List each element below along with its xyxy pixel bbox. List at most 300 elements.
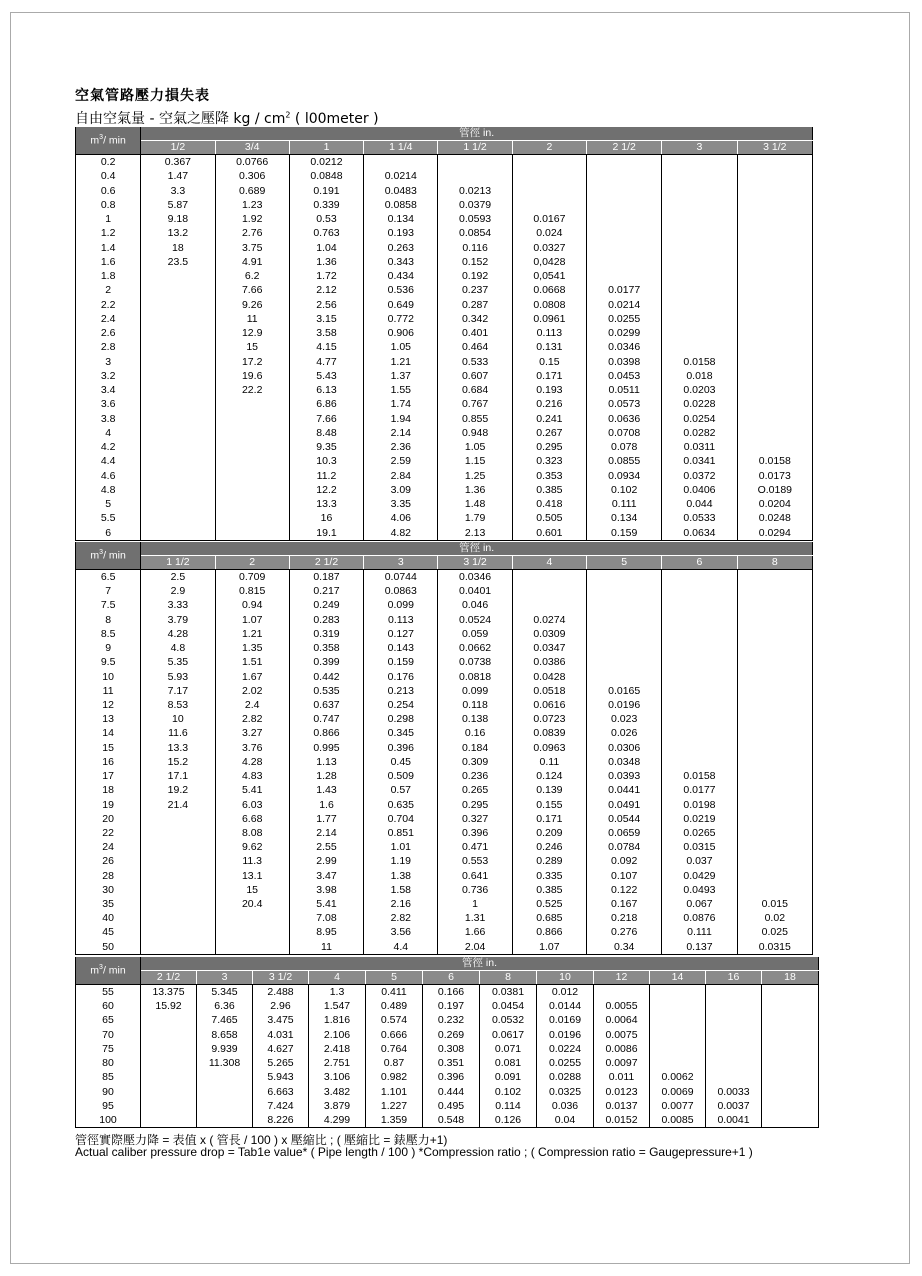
flow-cell: 4.6 bbox=[76, 469, 141, 483]
pressure-loss-table-2 bbox=[75, 542, 813, 955]
table-body bbox=[76, 155, 813, 541]
value-cell: 0.295 bbox=[512, 440, 586, 454]
value-cell: 0.464 bbox=[438, 340, 512, 354]
value-cell bbox=[737, 155, 812, 170]
value-cell: 1.23 bbox=[215, 198, 289, 212]
value-cell: 0.0169 bbox=[537, 1013, 594, 1027]
value-cell: 0.04 bbox=[537, 1113, 594, 1128]
value-cell: 0.396 bbox=[423, 1070, 480, 1084]
value-cell: 2.82 bbox=[215, 712, 289, 726]
flow-cell: 4.4 bbox=[76, 454, 141, 468]
value-cell bbox=[141, 883, 215, 897]
value-cell: 1.04 bbox=[289, 241, 363, 255]
value-cell: 0.641 bbox=[438, 869, 512, 883]
value-cell: 0.343 bbox=[364, 255, 438, 269]
value-cell: 0.0518 bbox=[512, 684, 586, 698]
value-cell: 0.025 bbox=[737, 925, 812, 939]
value-cell: 1.58 bbox=[364, 883, 438, 897]
value-cell: 0.866 bbox=[512, 925, 586, 939]
value-cell: 0.489 bbox=[366, 999, 423, 1013]
value-cell: 11.2 bbox=[289, 469, 363, 483]
value-cell: 0.209 bbox=[512, 826, 586, 840]
value-cell: 0.139 bbox=[512, 783, 586, 797]
value-cell bbox=[737, 312, 812, 326]
value-cell bbox=[737, 383, 812, 397]
flow-cell: 50 bbox=[76, 940, 141, 955]
value-cell: 9.18 bbox=[141, 212, 215, 226]
value-cell: 0.45 bbox=[364, 755, 438, 769]
value-cell: 0.15 bbox=[512, 355, 586, 369]
flow-cell: 9.5 bbox=[76, 655, 141, 669]
value-cell: 0.0346 bbox=[587, 340, 662, 354]
value-cell bbox=[587, 155, 662, 170]
value-cell: 2.76 bbox=[215, 226, 289, 240]
value-cell bbox=[197, 1070, 253, 1084]
pressure-loss-table-1 bbox=[75, 127, 813, 541]
value-cell bbox=[662, 340, 737, 354]
value-cell: 0.0617 bbox=[480, 1028, 537, 1042]
value-cell: 1 bbox=[438, 897, 512, 911]
value-cell: 0.0401 bbox=[438, 584, 512, 598]
size-header: 3 1/2 bbox=[737, 141, 812, 155]
size-header: 18 bbox=[762, 971, 819, 985]
value-cell: 0.015 bbox=[737, 897, 812, 911]
value-cell: 1.05 bbox=[438, 440, 512, 454]
value-cell: 0.138 bbox=[438, 712, 512, 726]
value-cell: 0.122 bbox=[587, 883, 662, 897]
value-cell bbox=[512, 598, 586, 612]
value-cell bbox=[141, 483, 215, 497]
size-header: 12 bbox=[594, 971, 650, 985]
value-cell bbox=[438, 169, 512, 183]
value-cell: 0.0224 bbox=[537, 1042, 594, 1056]
value-cell: 0.0064 bbox=[594, 1013, 650, 1027]
value-cell: 19.6 bbox=[215, 369, 289, 383]
value-cell: 0.0744 bbox=[364, 570, 438, 585]
value-cell: 0.124 bbox=[512, 769, 586, 783]
value-cell: 0.0177 bbox=[587, 283, 662, 297]
value-cell bbox=[141, 511, 215, 525]
value-cell: 5.93 bbox=[141, 670, 215, 684]
flow-cell: 1.4 bbox=[76, 241, 141, 255]
value-cell: 0.0311 bbox=[662, 440, 737, 454]
value-cell: 0.241 bbox=[512, 412, 586, 426]
value-cell bbox=[141, 340, 215, 354]
size-header: 2 1/2 bbox=[289, 556, 363, 570]
flow-cell: 4.8 bbox=[76, 483, 141, 497]
value-cell: 4.82 bbox=[364, 526, 438, 541]
value-cell: 1.47 bbox=[141, 169, 215, 183]
value-cell: 0.0858 bbox=[364, 198, 438, 212]
value-cell: 0.159 bbox=[364, 655, 438, 669]
table-row bbox=[76, 369, 813, 383]
value-cell bbox=[737, 269, 812, 283]
value-cell: 1.94 bbox=[364, 412, 438, 426]
value-cell: 0.0636 bbox=[587, 412, 662, 426]
value-cell: 0.0315 bbox=[737, 940, 812, 955]
value-cell: 0.736 bbox=[438, 883, 512, 897]
flow-header: $m^3/$ min bbox=[76, 957, 141, 985]
value-cell: 0.0428 bbox=[512, 670, 586, 684]
value-cell: 3.75 bbox=[215, 241, 289, 255]
value-cell: 0.111 bbox=[587, 497, 662, 511]
value-cell: 0.553 bbox=[438, 854, 512, 868]
value-cell: 0.166 bbox=[423, 985, 480, 1000]
flow-cell: 0.2 bbox=[76, 155, 141, 170]
value-cell: 0.171 bbox=[512, 812, 586, 826]
value-cell: 0.0158 bbox=[662, 355, 737, 369]
value-cell: 1.48 bbox=[438, 497, 512, 511]
value-cell bbox=[587, 655, 662, 669]
value-cell: 0.0212 bbox=[289, 155, 363, 170]
flow-cell: 2.6 bbox=[76, 326, 141, 340]
value-cell: 0.0204 bbox=[737, 497, 812, 511]
value-cell bbox=[737, 340, 812, 354]
size-header: 3 bbox=[364, 556, 438, 570]
value-cell: 0,0428 bbox=[512, 255, 586, 269]
value-cell bbox=[706, 1028, 762, 1042]
value-cell bbox=[141, 454, 215, 468]
table-row bbox=[76, 340, 813, 354]
value-cell bbox=[737, 741, 812, 755]
value-cell: 0.0379 bbox=[438, 198, 512, 212]
value-cell bbox=[215, 483, 289, 497]
value-cell: 9.26 bbox=[215, 298, 289, 312]
value-cell: 0.851 bbox=[364, 826, 438, 840]
flow-cell: 20 bbox=[76, 812, 141, 826]
value-cell: 5.41 bbox=[215, 783, 289, 797]
value-cell: 7.465 bbox=[197, 1013, 253, 1027]
value-cell: 2.9 bbox=[141, 584, 215, 598]
value-cell: 0.495 bbox=[423, 1099, 480, 1113]
table-row bbox=[76, 940, 813, 955]
value-cell bbox=[141, 298, 215, 312]
table-row bbox=[76, 326, 813, 340]
value-cell: 0.442 bbox=[289, 670, 363, 684]
value-cell: 0.159 bbox=[587, 526, 662, 541]
value-cell bbox=[737, 584, 812, 598]
value-cell bbox=[587, 613, 662, 627]
value-cell: 2.02 bbox=[215, 684, 289, 698]
value-cell bbox=[215, 940, 289, 955]
value-cell: 0.0144 bbox=[537, 999, 594, 1013]
flow-cell: 5 bbox=[76, 497, 141, 511]
value-cell: 0.0723 bbox=[512, 712, 586, 726]
value-cell bbox=[706, 1070, 762, 1084]
value-cell: 8.95 bbox=[289, 925, 363, 939]
value-cell: 0.0327 bbox=[512, 241, 586, 255]
size-header: 3 1/2 bbox=[253, 971, 309, 985]
table-body bbox=[76, 570, 813, 955]
size-header: 14 bbox=[650, 971, 706, 985]
value-cell bbox=[662, 741, 737, 755]
value-cell bbox=[737, 641, 812, 655]
size-header: 4 bbox=[512, 556, 586, 570]
value-cell bbox=[141, 1028, 197, 1042]
value-cell: 0.385 bbox=[512, 883, 586, 897]
value-cell bbox=[650, 1028, 706, 1042]
value-cell: 0.471 bbox=[438, 840, 512, 854]
value-cell bbox=[141, 312, 215, 326]
flow-cell: 17 bbox=[76, 769, 141, 783]
value-cell: 0.0041 bbox=[706, 1113, 762, 1128]
value-cell: 19.2 bbox=[141, 783, 215, 797]
value-cell: 0.193 bbox=[364, 226, 438, 240]
value-cell: 0.289 bbox=[512, 854, 586, 868]
table-row bbox=[76, 469, 813, 483]
value-cell bbox=[762, 1099, 819, 1113]
table-row bbox=[76, 412, 813, 426]
flow-cell: 7 bbox=[76, 584, 141, 598]
flow-cell: 1.8 bbox=[76, 269, 141, 283]
flow-cell: 3.6 bbox=[76, 397, 141, 411]
value-cell bbox=[141, 840, 215, 854]
value-cell bbox=[737, 298, 812, 312]
flow-cell: 0.6 bbox=[76, 184, 141, 198]
value-cell: 0.444 bbox=[423, 1085, 480, 1099]
value-cell: 0.0573 bbox=[587, 397, 662, 411]
value-cell bbox=[737, 826, 812, 840]
value-cell: 0.396 bbox=[438, 826, 512, 840]
value-cell bbox=[594, 985, 650, 1000]
size-header: 1/2 bbox=[141, 141, 215, 155]
flow-cell: 24 bbox=[76, 840, 141, 854]
value-cell: 0.0325 bbox=[537, 1085, 594, 1099]
value-cell: 6.03 bbox=[215, 798, 289, 812]
value-cell: 3.58 bbox=[289, 326, 363, 340]
value-cell: 2.04 bbox=[438, 940, 512, 955]
table-row bbox=[76, 769, 813, 783]
value-cell: 0.0203 bbox=[662, 383, 737, 397]
value-cell bbox=[650, 1056, 706, 1070]
value-cell bbox=[215, 412, 289, 426]
value-cell bbox=[737, 426, 812, 440]
value-cell: 5.87 bbox=[141, 198, 215, 212]
value-cell bbox=[662, 726, 737, 740]
value-cell: 0.0228 bbox=[662, 397, 737, 411]
value-cell: 0.0876 bbox=[662, 911, 737, 925]
value-cell bbox=[737, 684, 812, 698]
value-cell: 0.0863 bbox=[364, 584, 438, 598]
value-cell: 0.0381 bbox=[480, 985, 537, 1000]
value-cell bbox=[737, 440, 812, 454]
value-cell bbox=[662, 241, 737, 255]
flow-cell: 6 bbox=[76, 526, 141, 541]
value-cell: 0.353 bbox=[512, 469, 586, 483]
value-cell: 0.134 bbox=[364, 212, 438, 226]
pressure-loss-table-3 bbox=[75, 957, 819, 1128]
value-cell bbox=[197, 1113, 253, 1128]
table-row bbox=[76, 226, 813, 240]
value-cell: 15.2 bbox=[141, 755, 215, 769]
value-cell: 0.866 bbox=[289, 726, 363, 740]
value-cell: 0.0346 bbox=[438, 570, 512, 585]
value-cell: 0.666 bbox=[366, 1028, 423, 1042]
table-row bbox=[76, 169, 813, 183]
value-cell: 0.037 bbox=[662, 854, 737, 868]
value-cell: 0.689 bbox=[215, 184, 289, 198]
value-cell: 0.249 bbox=[289, 598, 363, 612]
value-cell: 0.107 bbox=[587, 869, 662, 883]
flow-cell: 13 bbox=[76, 712, 141, 726]
value-cell: 0.0214 bbox=[587, 298, 662, 312]
value-cell: 13.3 bbox=[289, 497, 363, 511]
value-cell bbox=[141, 383, 215, 397]
size-header: 2 1/2 bbox=[141, 971, 197, 985]
value-cell: 0.0453 bbox=[587, 369, 662, 383]
value-cell: 0.351 bbox=[423, 1056, 480, 1070]
table-row bbox=[76, 755, 813, 769]
value-cell: 6.36 bbox=[197, 999, 253, 1013]
value-cell bbox=[737, 255, 812, 269]
value-cell: 0.0406 bbox=[662, 483, 737, 497]
size-header: 16 bbox=[706, 971, 762, 985]
value-cell: 0.772 bbox=[364, 312, 438, 326]
value-cell bbox=[737, 355, 812, 369]
value-cell: 8.226 bbox=[253, 1113, 309, 1128]
value-cell bbox=[662, 169, 737, 183]
value-cell: 0.267 bbox=[512, 426, 586, 440]
value-cell: 0.982 bbox=[366, 1070, 423, 1084]
value-cell: 0.535 bbox=[289, 684, 363, 698]
value-cell: 0.0198 bbox=[662, 798, 737, 812]
value-cell: 0.906 bbox=[364, 326, 438, 340]
value-cell: 0.044 bbox=[662, 497, 737, 511]
value-cell bbox=[141, 869, 215, 883]
flow-cell: 0.4 bbox=[76, 169, 141, 183]
value-cell bbox=[141, 369, 215, 383]
table-row bbox=[76, 1085, 819, 1099]
value-cell bbox=[215, 526, 289, 541]
flow-cell: 6.5 bbox=[76, 570, 141, 585]
value-cell: 7.66 bbox=[289, 412, 363, 426]
value-cell bbox=[197, 1085, 253, 1099]
size-header: 2 1/2 bbox=[587, 141, 662, 155]
value-cell bbox=[141, 1113, 197, 1128]
value-cell: 0.0294 bbox=[737, 526, 812, 541]
value-cell: 0.081 bbox=[480, 1056, 537, 1070]
value-cell: 0.0839 bbox=[512, 726, 586, 740]
value-cell bbox=[141, 355, 215, 369]
value-cell: 0.0341 bbox=[662, 454, 737, 468]
value-cell: 0.0483 bbox=[364, 184, 438, 198]
value-cell: 1.21 bbox=[364, 355, 438, 369]
value-cell: 4.06 bbox=[364, 511, 438, 525]
value-cell bbox=[215, 454, 289, 468]
value-cell: 3.3 bbox=[141, 184, 215, 198]
value-cell bbox=[662, 712, 737, 726]
caliber-header: 管徑 in. bbox=[141, 542, 813, 556]
value-cell: 0.0213 bbox=[438, 184, 512, 198]
value-cell: 0.418 bbox=[512, 497, 586, 511]
table-row bbox=[76, 999, 819, 1013]
value-cell: 1.67 bbox=[215, 670, 289, 684]
value-cell: 1.35 bbox=[215, 641, 289, 655]
value-cell bbox=[662, 298, 737, 312]
value-cell: 0.276 bbox=[587, 925, 662, 939]
table-row bbox=[76, 454, 813, 468]
value-cell: 1.15 bbox=[438, 454, 512, 468]
value-cell bbox=[141, 812, 215, 826]
value-cell bbox=[737, 627, 812, 641]
value-cell: 1.3 bbox=[309, 985, 366, 1000]
value-cell: 0.396 bbox=[364, 741, 438, 755]
value-cell: 0.012 bbox=[537, 985, 594, 1000]
flow-cell: 3 bbox=[76, 355, 141, 369]
value-cell: 22.2 bbox=[215, 383, 289, 397]
value-cell: 0.091 bbox=[480, 1070, 537, 1084]
size-header: 1 1/2 bbox=[438, 141, 512, 155]
table-body bbox=[76, 985, 819, 1128]
value-cell: 0.345 bbox=[364, 726, 438, 740]
value-cell: 0.16 bbox=[438, 726, 512, 740]
value-cell: 0.342 bbox=[438, 312, 512, 326]
value-cell bbox=[215, 497, 289, 511]
value-cell: 0.635 bbox=[364, 798, 438, 812]
value-cell: 23.5 bbox=[141, 255, 215, 269]
value-cell: 1.547 bbox=[309, 999, 366, 1013]
value-cell: 0.0854 bbox=[438, 226, 512, 240]
value-cell: 0.269 bbox=[423, 1028, 480, 1042]
value-cell: 10.3 bbox=[289, 454, 363, 468]
value-cell: 18 bbox=[141, 241, 215, 255]
value-cell: 2.488 bbox=[253, 985, 309, 1000]
value-cell: 13.1 bbox=[215, 869, 289, 883]
flow-cell: 4.2 bbox=[76, 440, 141, 454]
table-row bbox=[76, 712, 813, 726]
value-cell: 0.525 bbox=[512, 897, 586, 911]
table-row bbox=[76, 741, 813, 755]
value-cell: 0.0659 bbox=[587, 826, 662, 840]
value-cell: 0.0173 bbox=[737, 469, 812, 483]
table-row bbox=[76, 684, 813, 698]
value-cell bbox=[141, 1042, 197, 1056]
value-cell bbox=[662, 198, 737, 212]
table-row bbox=[76, 426, 813, 440]
value-cell: 0.339 bbox=[289, 198, 363, 212]
value-cell bbox=[141, 826, 215, 840]
value-cell bbox=[737, 397, 812, 411]
value-cell bbox=[141, 440, 215, 454]
value-cell bbox=[737, 226, 812, 240]
value-cell: 0.0429 bbox=[662, 869, 737, 883]
flow-cell: 14 bbox=[76, 726, 141, 740]
value-cell bbox=[737, 241, 812, 255]
value-cell: 1.19 bbox=[364, 854, 438, 868]
value-cell: 1.227 bbox=[366, 1099, 423, 1113]
value-cell: 0.536 bbox=[364, 283, 438, 297]
table-row bbox=[76, 641, 813, 655]
value-cell: 5.943 bbox=[253, 1070, 309, 1084]
flow-header: $m^3/$ min bbox=[76, 542, 141, 570]
value-cell: 10 bbox=[141, 712, 215, 726]
value-cell: 0.036 bbox=[537, 1099, 594, 1113]
value-cell bbox=[587, 598, 662, 612]
value-cell: 9.35 bbox=[289, 440, 363, 454]
value-cell: 2.13 bbox=[438, 526, 512, 541]
value-cell: 3.879 bbox=[309, 1099, 366, 1113]
value-cell: 0.323 bbox=[512, 454, 586, 468]
value-cell: 0.099 bbox=[364, 598, 438, 612]
value-cell: 0.649 bbox=[364, 298, 438, 312]
value-cell: 0.0085 bbox=[650, 1113, 706, 1128]
value-cell: 3.475 bbox=[253, 1013, 309, 1027]
flow-cell: 2.8 bbox=[76, 340, 141, 354]
value-cell bbox=[215, 397, 289, 411]
flow-cell: 10 bbox=[76, 670, 141, 684]
value-cell: 0.367 bbox=[141, 155, 215, 170]
value-cell: 0.155 bbox=[512, 798, 586, 812]
